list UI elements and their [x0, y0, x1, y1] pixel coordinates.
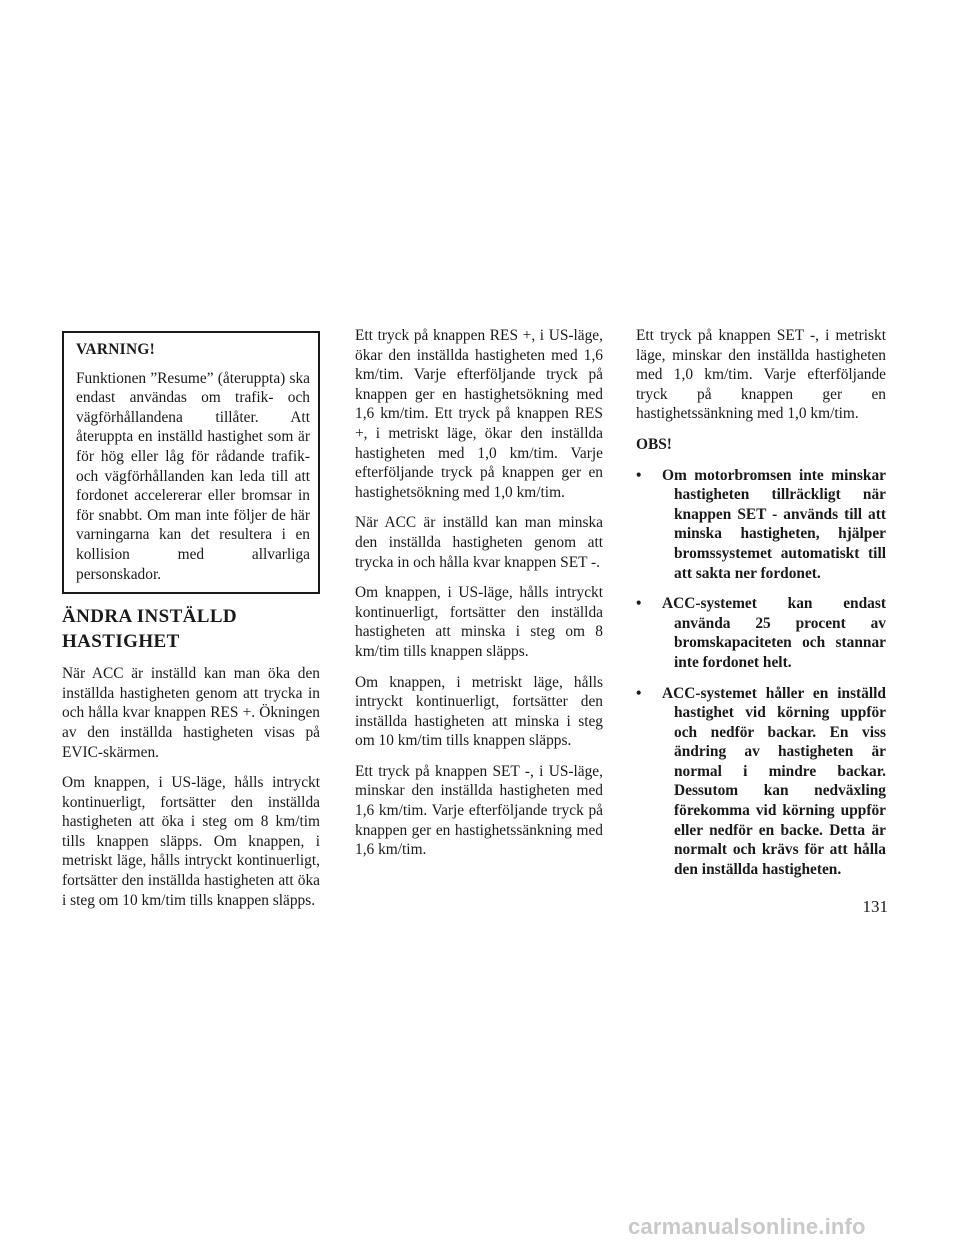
paragraph: När ACC är inställd kan man öka den inställda hastigheten genom att trycka in och hålla kvar knappen RES +. Ökningen av den inställda hastigheten visas på EVIC-skärmen.: [62, 665, 320, 761]
note-text: ACC-systemet kan endast använda 25 procent av bromskapaciteten och stannar inte fordonet helt.: [662, 595, 886, 671]
paragraph: Om knappen, i US-läge, hålls intryckt kontinuerligt, fortsätter den inställda hastigheten att öka i steg om 8 km/tim tills knappen släpps. Om knappen, i metriskt läge, hålls intryckt kontinuerligt, fortsätter den inställda hastigheten att öka i steg om 10 km/tim tills knappen släpps.: [62, 774, 320, 909]
watermark-link[interactable]: carmanualsonline.info: [628, 1214, 866, 1239]
column-right: [636, 326, 886, 890]
note-item: [636, 594, 886, 672]
paragraph: Ett tryck på knappen SET -, i metriskt läge, minskar den inställda hastigheten med 1,0 km/tim. Varje efterföljande tryck på knappen ger en hastighetssänkning med 1,0 km/tim.: [636, 327, 886, 423]
bullet-icon: •: [636, 595, 642, 613]
bullet-icon: •: [636, 684, 642, 702]
note-text: Om motorbromsen inte minskar hastigheten tillräckligt när knappen SET - används till att minska hastigheten, hjälper bromssystemet automatiskt till att sakta ner fordonet.: [662, 466, 886, 582]
note-text: ACC-systemet håller en inställd hastighet vid körning uppför och nedför backar. En viss ändring av hastigheten är normal i mindre backar. Dessutom kan nedväxling förekomma vid körning uppför eller nedför en backe. Detta är normalt och krävs för att hålla den inställda hastigheten.: [662, 684, 886, 878]
warning-text: Funktionen ”Resume” (återuppta) ska endast användas om trafik- och vägförhållandena tillåter. Att återuppta en inställd hastighet som är för hög eller låg för rådande trafik- och vägförhållanden kan leda till att fordonet accelererar eller bromsar in för snabbt. Om man inte följer de här varningarna kan det resultera i en kollision med allvarliga personskador.: [76, 369, 310, 583]
warning-title: VARNING!: [76, 341, 156, 358]
column-left: [62, 331, 320, 921]
column-middle: [355, 326, 603, 871]
note-item: [636, 466, 886, 584]
paragraph: Om knappen, i US-läge, hålls intryckt kontinuerligt, fortsätter den inställda hastigheten att minska i steg om 8 km/tim tills knappen släpps.: [355, 584, 603, 660]
section-heading: ÄNDRA INSTÄLLD HASTIGHET: [62, 606, 238, 653]
paragraph: När ACC är inställd kan man minska den inställda hastigheten genom att trycka in och hålla kvar knappen SET -.: [355, 514, 603, 571]
page-number: 131: [862, 897, 888, 916]
paragraph: Ett tryck på knappen RES +, i US-läge, ökar den inställda hastigheten med 1,6 km/tim. Varje efterföljande tryck på knappen ger en hastighetsökning med 1,6 km/tim. Ett tryck på knappen RES +, i metriskt läge, ökar den inställda hastigheten med 1,0 km/tim. Varje efterföljande tryck på knappen ger en hastighetsökning med 1,0 km/tim.: [355, 327, 603, 501]
paragraph: Om knappen, i metriskt läge, hålls intryckt kontinuerligt, fortsätter den inställda hastigheten att minska i steg om 10 km/tim tills knappen släpps.: [355, 673, 603, 750]
notes-list: [636, 466, 886, 880]
paragraph: Ett tryck på knappen SET -, i US-läge, minskar den inställda hastigheten med 1,6 km/tim. Varje efterföljande tryck på knappen ger en hastighetssänkning med 1,6 km/tim.: [355, 762, 603, 859]
note-item: [636, 684, 886, 880]
bullet-icon: •: [636, 466, 642, 484]
warning-box: [62, 331, 320, 594]
obs-label: OBS!: [636, 435, 672, 453]
